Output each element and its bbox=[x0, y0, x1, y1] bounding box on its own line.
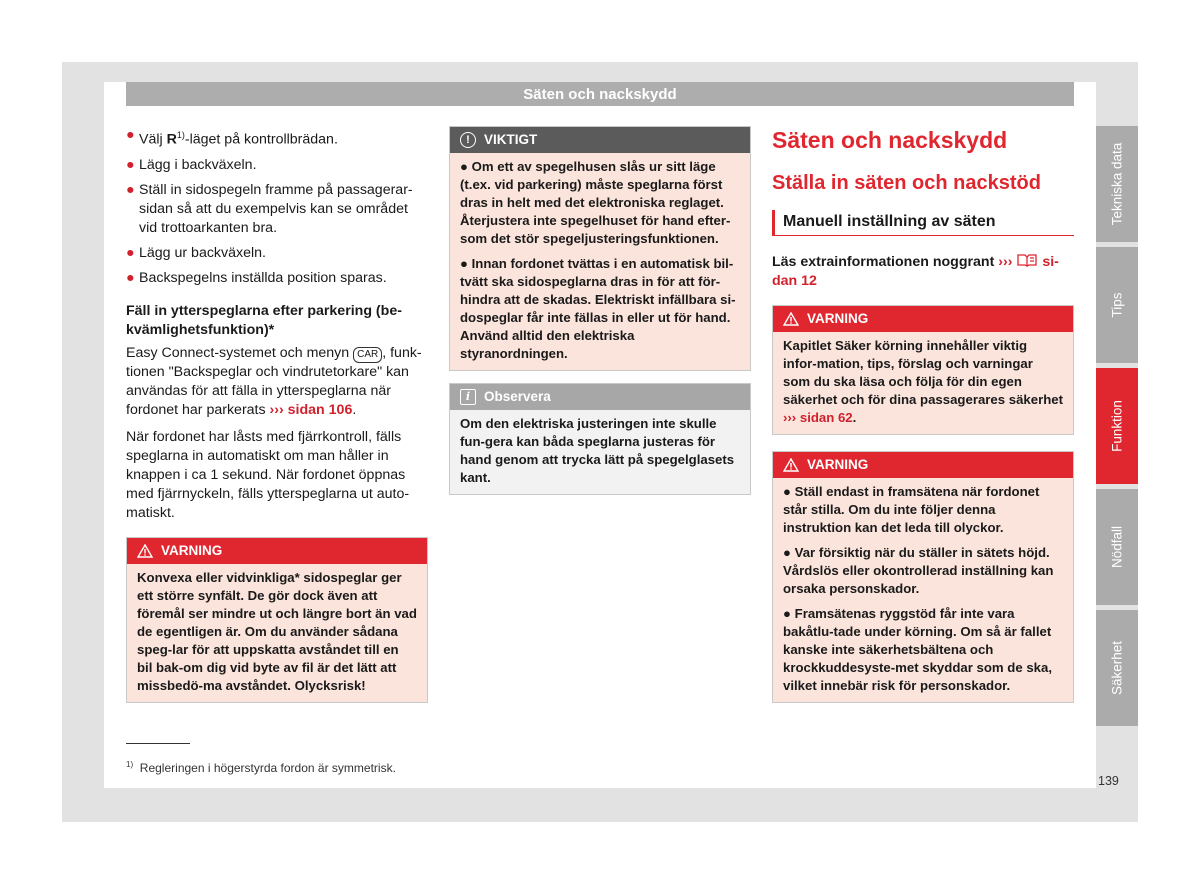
paragraph: När fordonet har låsts med fjärrkontroll, fälls speglarna in automatiskt om man håller in knappen i ca 1 sekund. När fordonet öppnas med fjärrnyckeln, fälls ytterspeglarna ut auto-matiskt. bbox=[126, 428, 410, 521]
bullet-icon: ● bbox=[126, 156, 135, 173]
tab-nodfall[interactable]: Nödfall bbox=[1096, 489, 1138, 605]
important-text bbox=[450, 153, 750, 370]
warning-text: Kapitlet Säker körning innehåller viktig infor-mation, tips, förslag och varningar som du ska läsa och följa för din egen säkerhet och för dina passagerares säkerhet ››› sidan 62. bbox=[773, 332, 1073, 434]
bullet-icon: ● bbox=[126, 127, 135, 143]
list-item: ● Var försiktig när du ställer in sätets höjd. Vårdslös eller okontrollerad inställning kan orsaka personskador. bbox=[783, 545, 1054, 596]
list-item: ● Ställ in sidospegeln framme på passagerar-sidan så att du exempelvis kan se området vid trottoarkanten bra. bbox=[126, 181, 413, 236]
column-right bbox=[772, 126, 1074, 703]
note-header: i Observera bbox=[450, 384, 750, 410]
footnote-divider bbox=[126, 743, 190, 744]
bullet-icon: ● bbox=[126, 269, 135, 286]
list-item: ● Backspegelns inställda position sparas. bbox=[126, 269, 387, 286]
list-item: ● Välj $R^{1)}$-läget på kontrollbrädan. bbox=[126, 127, 338, 148]
list-item: ● Innan fordonet tvättas i en automatisk bil-tvätt ska sidospeglarna dras in för att för-hindra att de skadas. Elektriskt infällbara si-dospeglar får inte fällas in eller ut för hand. Använd alltid den elektriska styranordningen. bbox=[460, 256, 736, 361]
info-icon: i bbox=[460, 389, 476, 405]
chapter-title: Säten och nackskydd bbox=[772, 127, 1008, 153]
page-link[interactable]: si-dan 12 bbox=[772, 254, 1059, 289]
tab-tekniska-data[interactable]: Tekniska data bbox=[1096, 126, 1138, 242]
list-item: ● Framsätenas ryggstöd får inte vara bakåtlu-tade under körning. Om så är fallet kanske inte säkerhetsbältena och krockkuddesyste-met skyddar som de ska, vilket innebär risk för personskador. bbox=[783, 606, 1053, 693]
warning-box bbox=[126, 537, 428, 703]
warning-header: VARNING bbox=[773, 452, 1073, 478]
page-link[interactable]: sidan 106 bbox=[287, 401, 353, 418]
subsection-title: Manuell inställning av säten bbox=[772, 210, 1074, 236]
warning-header: VARNING bbox=[773, 306, 1073, 332]
column-middle bbox=[449, 126, 751, 495]
note-text: Om den elektriska justeringen inte skulle fun-gera kan båda speglarna justeras för hand genom att trycka lätt på spegelglasets kant. bbox=[450, 410, 750, 494]
warning-text bbox=[773, 478, 1073, 702]
warning-icon bbox=[783, 458, 799, 472]
list-item: ● Om ett av spegelhusen slås ur sitt läge (t.ex. vid parkering) måste speglarna först dras in helt med det elektroniska reglaget. Återjustera inte spegelhuset för hand efter-som det stör spegeljusteringsfunktionen. bbox=[460, 159, 731, 246]
list-item: ● Ställ endast in framsätena när fordonet står stilla. Om du inte följer denna instruktion kan det leda till olyckor. bbox=[783, 484, 1040, 535]
section-title: Ställa in säten och nackstöd bbox=[772, 172, 1041, 194]
warning-box bbox=[772, 451, 1074, 703]
tab-funktion[interactable]: Funktion bbox=[1096, 368, 1138, 484]
running-header: Säten och nackskydd bbox=[126, 82, 1074, 106]
warning-icon bbox=[137, 544, 153, 558]
warning-box bbox=[772, 305, 1074, 435]
warning-text: Konvexa eller vidvinkliga* sidospeglar ger ett större synfält. De gör dock även att föremål ser mindre ut och längre bort än vad de egentligen är. Om du använder sådana speg-lar för att uppskatta avståndet till en bil bak-om dig vid byte av fil är det lätt att missbedö-ma avståndet. Olycksrisk! bbox=[127, 564, 427, 702]
footnote: $^{1)}$ Regleringen i högerstyrda fordon är symmetrisk. bbox=[126, 760, 396, 775]
car-key-icon: CAR bbox=[353, 347, 382, 363]
exclamation-icon: ! bbox=[460, 132, 476, 148]
note-box bbox=[449, 383, 751, 495]
bullet-icon: ● bbox=[126, 244, 135, 261]
read-more: Läs extrainformationen noggrant ››› si-dan 12 bbox=[772, 254, 1059, 289]
list-item: ● Lägg ur backväxeln. bbox=[126, 244, 266, 261]
list-item: ● Lägg i backväxeln. bbox=[126, 156, 257, 173]
warning-header: VARNING bbox=[127, 538, 427, 564]
page-link[interactable]: sidan 62 bbox=[799, 410, 853, 425]
bullet-icon: ● bbox=[126, 181, 135, 198]
page-number: 139 bbox=[1098, 774, 1119, 788]
paragraph: Easy Connect-systemet och menyn CAR , funk-tionen "Backspeglar och vindrutetorkare" kan användas för att fälla in ytterspeglarna när fordonet har parkerats ››› sidan 106. bbox=[126, 344, 422, 418]
tab-tips[interactable]: Tips bbox=[1096, 247, 1138, 363]
warning-icon bbox=[783, 312, 799, 326]
book-reference-icon bbox=[1016, 252, 1038, 268]
column-left bbox=[126, 126, 428, 703]
important-header: ! VIKTIGT bbox=[450, 127, 750, 153]
tab-sakerhet[interactable]: Säkerhet bbox=[1096, 610, 1138, 726]
important-box bbox=[449, 126, 751, 371]
subheading: Fäll in ytterspeglarna efter parkering (be-kvämlighetsfunktion)* bbox=[126, 302, 402, 338]
